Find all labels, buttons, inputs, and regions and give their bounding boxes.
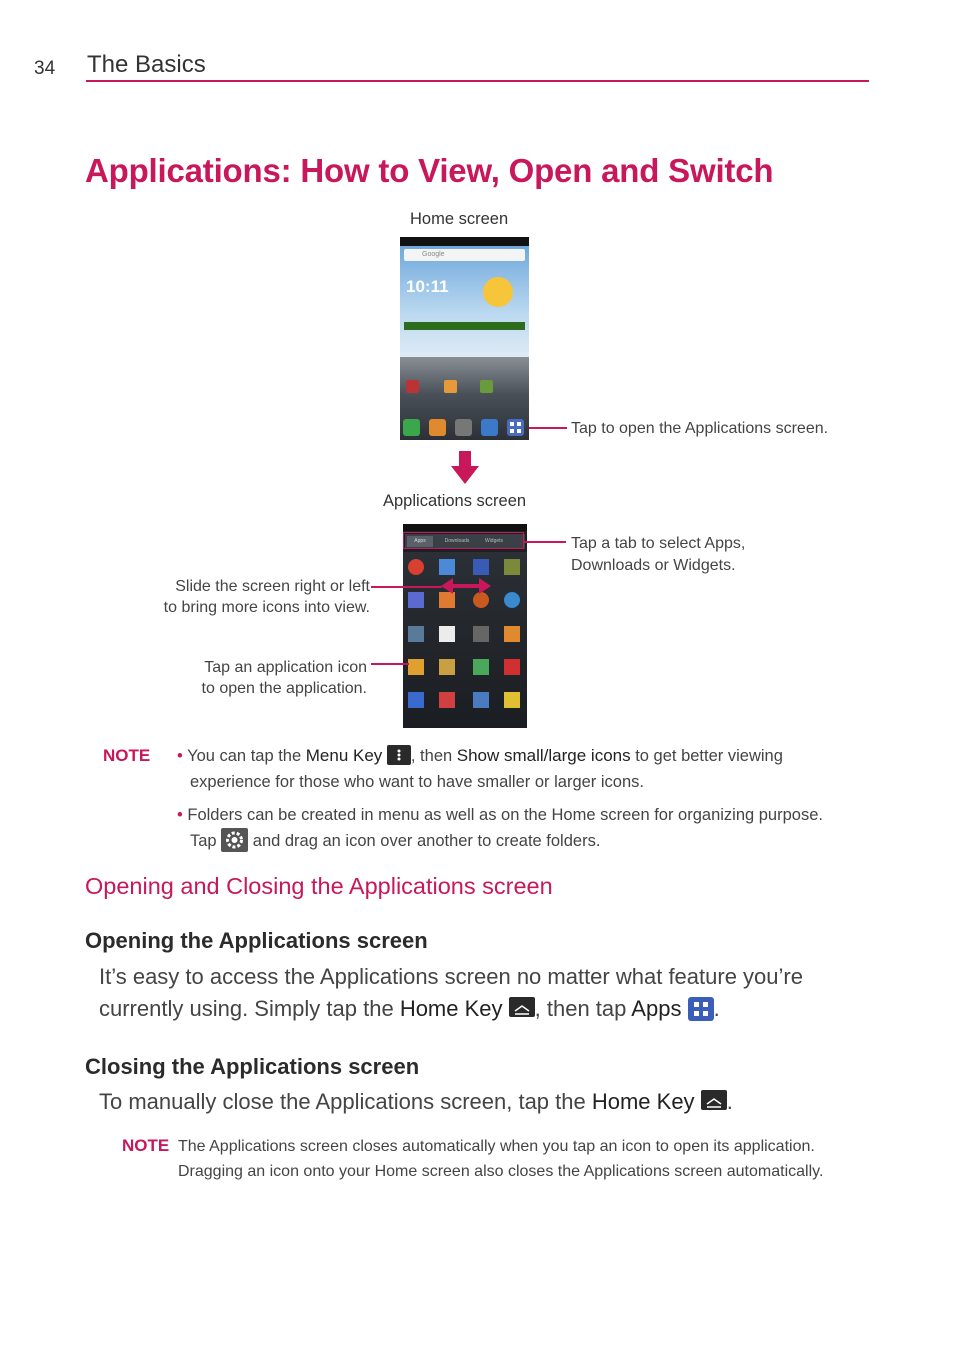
tap-callout-line xyxy=(371,663,409,665)
down-arrow-icon xyxy=(451,451,479,485)
note2-line1: The Applications screen closes automatically when you tap an icon to open its application. xyxy=(178,1138,815,1155)
tap-callout-line1: Tap an application icon xyxy=(204,659,367,676)
closing-heading: Closing the Applications screen xyxy=(85,1054,420,1079)
tab-downloads[interactable]: Downloads xyxy=(444,538,470,544)
note-text: and drag an icon over another to create folders. xyxy=(248,832,601,850)
slide-callout-line2: to bring more icons into view. xyxy=(163,599,370,616)
tap-callout-line2: to open the application. xyxy=(201,680,367,697)
opening-line1: It’s easy to access the Applications screen no matter what feature you’re xyxy=(99,964,803,989)
home-search-bar: Google xyxy=(404,249,525,261)
body-text: currently using. Simply tap the xyxy=(99,996,400,1021)
note-bullet-2 xyxy=(177,802,823,828)
home-screen-caption: Home screen xyxy=(410,210,509,228)
opening-line2 xyxy=(99,993,720,1025)
tabs-callout-line xyxy=(524,541,566,543)
note-text: Tap xyxy=(190,832,222,850)
show-icons-option: Show small/large icons xyxy=(456,746,631,765)
header-rule xyxy=(86,80,869,82)
gear-icon xyxy=(221,828,248,852)
sun-icon xyxy=(483,277,513,307)
note-text: Folders can be created in menu as well as on the Home screen for organizing purpose. xyxy=(187,806,823,824)
slide-callout-line1: Slide the screen right or left xyxy=(175,578,370,595)
opening-heading: Opening the Applications screen xyxy=(85,928,428,953)
closing-line xyxy=(99,1086,733,1118)
tab-widgets[interactable]: Widgets xyxy=(484,538,504,544)
apps-grid-icon[interactable] xyxy=(507,419,524,436)
home-key-icon xyxy=(701,1090,727,1110)
note2-label: NOTE xyxy=(122,1136,170,1155)
tab-apps[interactable]: Apps xyxy=(407,536,433,547)
home-key-label: Home Key xyxy=(591,1089,695,1114)
note-text: , then xyxy=(410,747,457,765)
note-bullet-1-line2: experience for those who want to have smaller or larger icons. xyxy=(190,773,644,791)
body-text: , then tap xyxy=(534,996,632,1021)
page-title: Applications: How to View, Open and Switch xyxy=(85,152,774,189)
apps-icon xyxy=(688,997,714,1021)
bullet-mark: • xyxy=(177,747,183,765)
body-text: . xyxy=(726,1089,733,1114)
messaging-icon xyxy=(481,419,498,436)
section-title: The Basics xyxy=(87,51,206,78)
home-key-icon xyxy=(509,997,535,1017)
note-bullet-2-line2 xyxy=(190,828,600,854)
note-text: You can tap the xyxy=(187,747,306,765)
note-bullet-1 xyxy=(177,743,877,769)
slide-callout-line xyxy=(371,586,442,588)
apps-label: Apps xyxy=(631,996,682,1021)
home-key-label: Home Key xyxy=(399,996,503,1021)
body-text: To manually close the Applications screen, tap the xyxy=(99,1089,592,1114)
menu-key-label: Menu Key xyxy=(305,746,383,765)
note-label: NOTE xyxy=(103,746,151,765)
apps-screen-image xyxy=(403,524,527,728)
apps-screen-caption: Applications screen xyxy=(383,492,527,510)
note2-line2: Dragging an icon onto your Home screen also closes the Applications screen automatically. xyxy=(178,1163,824,1180)
page-number: 34 xyxy=(34,58,56,79)
tabs-highlight xyxy=(403,532,524,549)
phone-icon xyxy=(403,419,420,436)
bullet-mark: • xyxy=(177,806,183,824)
body-text: . xyxy=(713,996,720,1021)
weather-bar xyxy=(404,322,525,330)
camera-icon xyxy=(455,419,472,436)
swipe-double-arrow-icon xyxy=(441,576,491,596)
tabs-callout-line2: Downloads or Widgets. xyxy=(571,557,736,574)
apps-callout: Tap to open the Applications screen. xyxy=(571,420,829,437)
contacts-icon xyxy=(429,419,446,436)
tabs-callout-line1: Tap a tab to select Apps, xyxy=(571,535,746,552)
apps-callout-line xyxy=(529,427,567,429)
section-heading: Opening and Closing the Applications screen xyxy=(85,873,553,899)
home-screen-image xyxy=(400,237,529,440)
note-text: to get better viewing xyxy=(630,747,783,765)
home-clock: 10:11 xyxy=(406,277,449,296)
menu-key-icon xyxy=(387,745,411,765)
